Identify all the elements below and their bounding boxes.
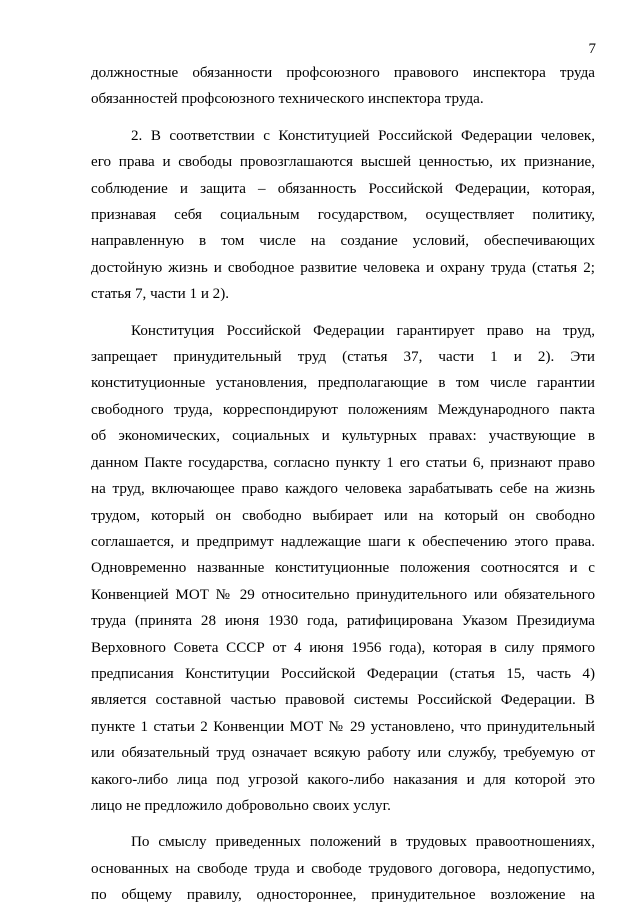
text-line: направленную в том числе на создание условий, обеспечивающих [91, 233, 595, 250]
paragraph [91, 60, 595, 113]
text-line: свободного труда, корреспондируют положениям Международного пакта [91, 401, 595, 418]
text-line: должностные обязанности профсоюзного правового инспектора труда [91, 65, 595, 81]
text-line: Конституция Российской Федерации гарантирует право на труд, [131, 322, 595, 339]
text-line: Конвенцией МОТ № 29 относительно принудительного или обязательного [91, 586, 595, 603]
text-line: конституционные установления, предполагающие в том числе гарантии [91, 375, 595, 392]
text-line: или обязательный труд означает всякую работу или службу, требуемую от [91, 745, 595, 762]
text-line: трудом, который он свободно выбирает или на который он свободно [91, 507, 595, 524]
text-line: на труд, включающее право каждого человека зарабатывать себе на жизнь [91, 481, 595, 498]
text-line: основанных на свободе труда и свободе трудового договора, недопустимо, [91, 860, 595, 877]
text-line: признавая себя социальным государством, осуществляет политику, [91, 207, 595, 224]
document-body [91, 60, 595, 909]
text-line: его права и свободы провозглашаются высшей ценностью, их признание, [91, 154, 595, 171]
text-line: какого-либо лица под угрозой какого-либо наказания и для которой это [91, 771, 595, 788]
paragraph [91, 123, 595, 308]
text-line: обязанностей профсоюзного технического инспектора труда. [91, 91, 484, 108]
text-line: по общему правилу, одностороннее, принудительное возложение на [91, 887, 595, 904]
text-line: лицо не предложило добровольно своих услуг. [91, 797, 391, 814]
text-line: запрещает принудительный труд (статья 37, части 1 и 2). Эти [91, 349, 595, 366]
text-line: Одновременно названные конституционные положения соотносятся и с [91, 560, 595, 577]
paragraph [91, 829, 595, 908]
text-line: соглашается, и предпримут надлежащие шаги к обеспечению этого права. [91, 533, 595, 550]
text-line: По смыслу приведенных положений в трудовых правоотношениях, [131, 834, 595, 851]
text-line: данном Пакте государства, согласно пункту 1 его статьи 6, признают право [91, 454, 595, 471]
text-line: предписания Конституции Российской Федерации (статья 15, часть 4) [91, 665, 595, 682]
text-line: труда (принята 28 июня 1930 года, ратифицирована Указом Президиума [91, 613, 595, 630]
text-line: пункте 1 статьи 2 Конвенции МОТ № 29 установлено, что принудительный [91, 718, 595, 735]
paragraph [91, 318, 595, 820]
text-line: 2. В соответствии с Конституцией Российской Федерации человек, [131, 127, 595, 144]
text-line: достойную жизнь и свободное развитие человека и охрану труда (статья 2; [91, 259, 595, 276]
page-number: 7 [588, 41, 596, 57]
text-line: является составной частью правовой системы Российской Федерации. В [91, 692, 595, 709]
text-line: Верховного Совета СССР от 4 июня 1956 года), которая в силу прямого [91, 639, 595, 656]
text-line: статья 7, части 1 и 2). [91, 286, 230, 303]
text-line: соблюдение и защита – обязанность Российской Федерации, которая, [91, 180, 595, 197]
text-line: об экономических, социальных и культурных правах: участвующие в [91, 428, 595, 445]
